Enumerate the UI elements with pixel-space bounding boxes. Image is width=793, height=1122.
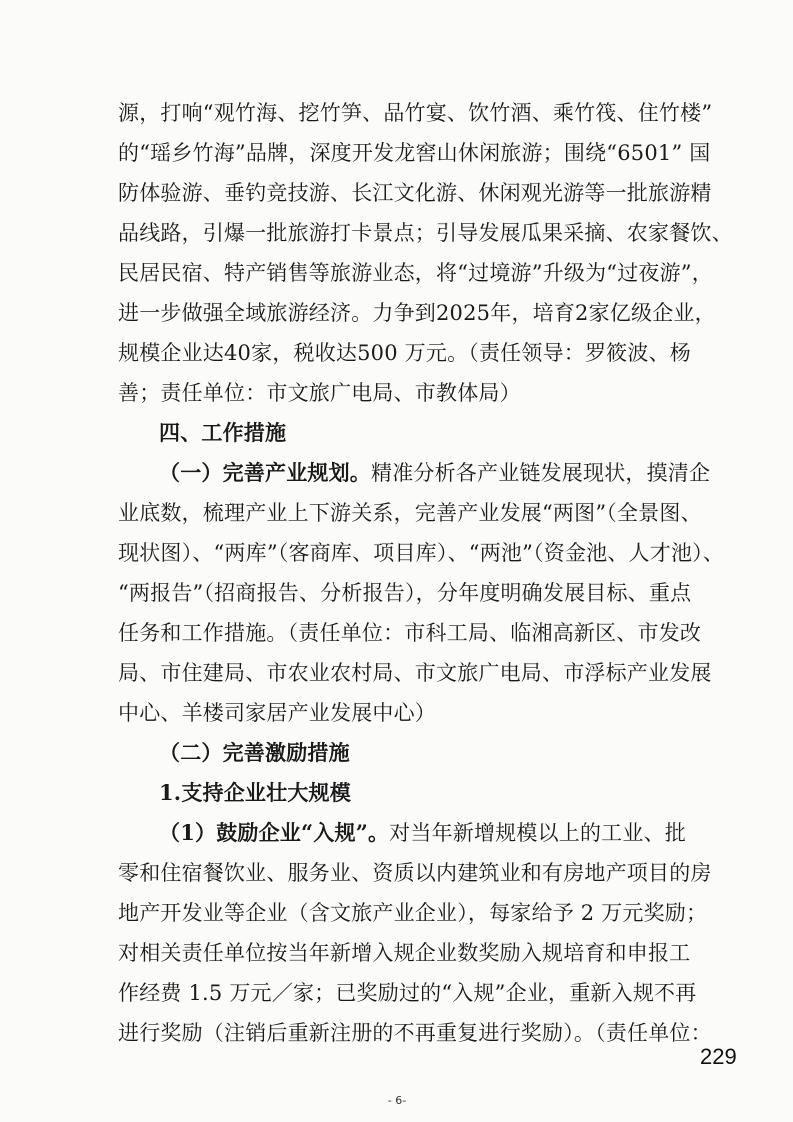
body-line: 作经费 1.5 万元／家；已奖励过的“入规”企业，重新入规不再: [118, 981, 697, 1005]
page-stamp: 229: [700, 1044, 737, 1069]
body-line: 品线路，引爆一批旅游打卡景点；引导发展瓜果采摘、农家餐饮、: [118, 221, 733, 245]
body-line: 地产开发业等企业（含文旅产业企业），每家给予 2 万元奖励；: [118, 901, 708, 925]
paragraph-text: 对当年新增规模以上的工业、批: [389, 821, 686, 845]
paragraph-lead: [159, 458, 759, 488]
section-heading: 四、工作措施: [159, 420, 287, 445]
subsection-title: （一）完善产业规划。: [159, 460, 371, 485]
body-line: 的“瑶乡竹海”品牌，深度开发龙窖山休闲旅游；围绕“6501” 国: [118, 141, 711, 165]
item-title: （1）鼓励企业“入规”。: [159, 820, 390, 845]
body-line: 业底数，梳理产业上下游关系，完善产业发展“两图”（全景图、: [118, 501, 702, 525]
body-line: 进行奖励（注销后重新注册的不再重复进行奖励）。（责任单位：: [118, 1021, 712, 1045]
body-line: 善；责任单位：市文旅广电局、市教体局）: [118, 381, 521, 405]
body-line: 现状图）、“两库”（客商库、项目库）、“两池”（资金池、人才池）、: [118, 541, 725, 565]
body-line: 局、市住建局、市农业农村局、市文旅广电局、市浮标产业发展: [118, 661, 712, 685]
body-line: 民居民宿、特产销售等旅游业态，将“过境游”升级为“过夜游”，: [118, 261, 713, 285]
body-line: 任务和工作措施。（责任单位：市科工局、临湘高新区、市发改: [118, 621, 702, 645]
body-line: 进一步做强全域旅游经济。力争到2025年，培育2家亿级企业，: [118, 301, 716, 325]
body-line: 中心、羊楼司家居产业发展中心）: [118, 701, 436, 725]
body-line: 防体验游、垂钓竞技游、长江文化游、休闲观光游等一批旅游精: [118, 181, 712, 205]
body-line: “两报告”（招商报告、分析报告），分年度明确发展目标、重点: [118, 581, 692, 605]
subheading: 1.支持企业壮大规模: [159, 780, 351, 805]
body-line: 规模企业达40家，税收达500 万元。（责任领导：罗筱波、杨: [118, 341, 691, 365]
body-line: 源，打响“观竹海、挖竹笋、品竹宴、饮竹酒、乘竹筏、住竹楼”: [118, 101, 713, 125]
paragraph-text: 精准分析各产业链发展现状，摸清企: [371, 461, 711, 485]
body-line: 零和住宿餐饮业、服务业、资质以内建筑业和有房地产项目的房: [118, 861, 712, 885]
paragraph-lead: [159, 818, 759, 848]
page-number: - 6-: [387, 1094, 407, 1107]
body-line: 对相关责任单位按当年新增入规企业数奖励入规培育和申报工: [118, 941, 691, 965]
subsection-title: （二）完善激励措施: [159, 740, 350, 765]
